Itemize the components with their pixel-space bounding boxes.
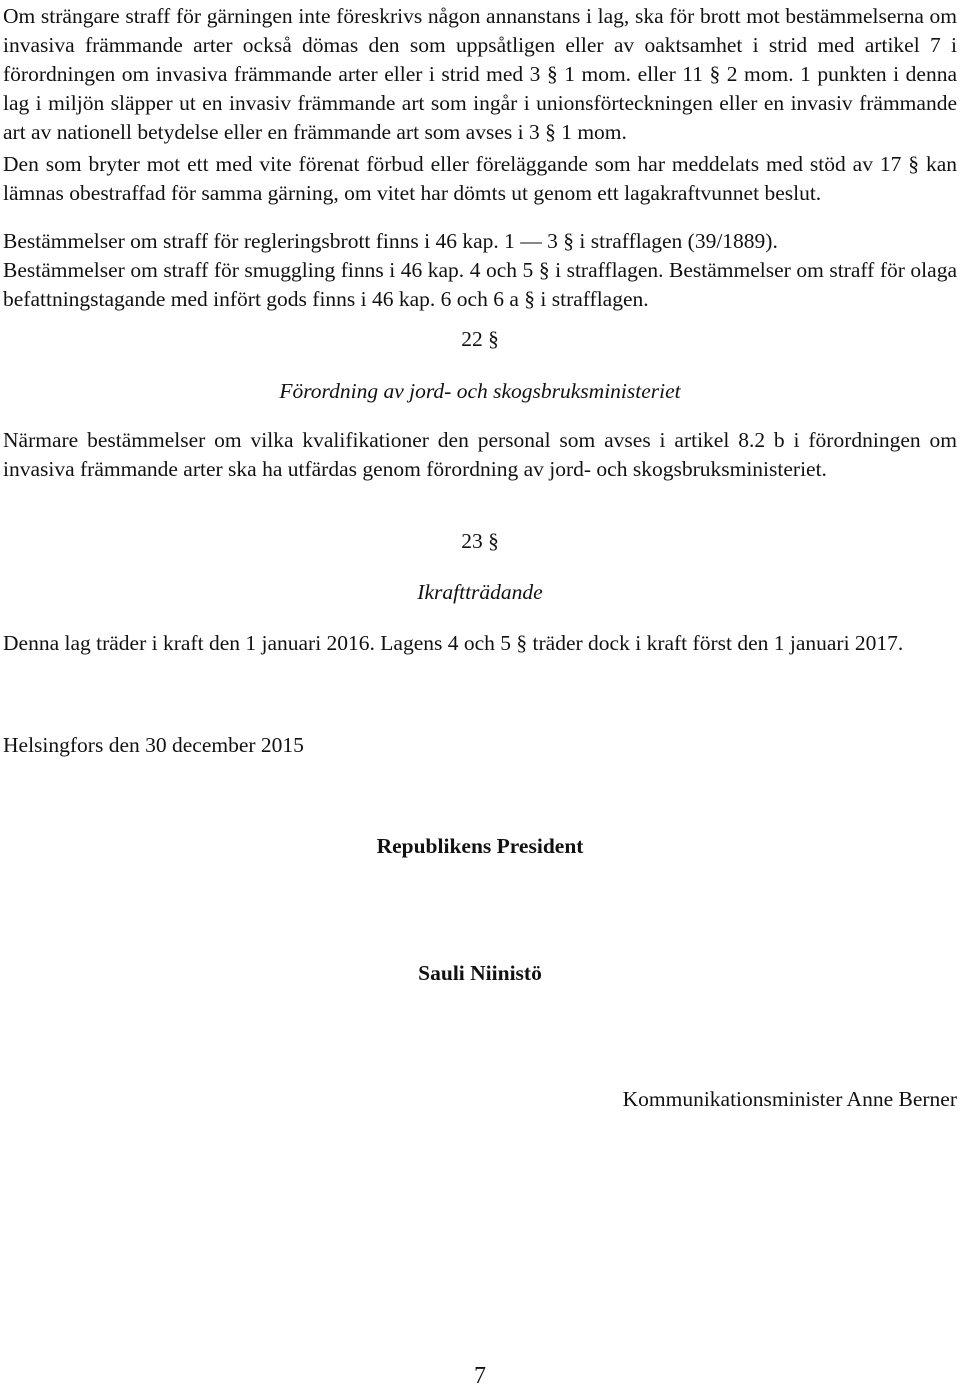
paragraph-smuggling: Bestämmelser om straff för smuggling finns i 46 kap. 4 och 5 § i strafflagen. Bestämmelser om straff för olaga befattningstagande med infört gods finns i 46 kap. 6 och 6 a § i strafflagen. — [3, 258, 957, 311]
paragraph-fine-exemption: Den som bryter mot ett med vite förenat förbud eller föreläggande som har meddelats med stöd av 17 § kan lämnas obestraffad för samma gärning, om vitet har dömts ut genom ett lagakraftvunnet beslut. — [3, 152, 957, 205]
section-23-title: Ikraftträdande — [417, 580, 543, 604]
section-23-number: 23 § — [461, 529, 499, 553]
paragraph-penalty-provisions: Om strängare straff för gärningen inte föreskrivs någon annanstans i lag, ska för brott mot bestämmelserna om invasiva främmande arter också dömas den som uppsåtligen eller av oaktsamhet i strid med artikel 7 i förordningen om invasiva främmande arter eller i strid med 3 § 1 mom. eller 11 § 2 mom. 1 punkten i denna lag i miljön släpper ut en invasiv främmande art som ingår i unionsförteckningen eller en invasiv främmande art av nationell betydelse eller en främmande art som avses i 3 § 1 mom. — [3, 4, 957, 144]
president-title: Republikens President — [376, 834, 584, 858]
section-22-title: Förordning av jord- och skogsbruksministeriet — [279, 379, 681, 403]
paragraph-regulation-offence: Bestämmelser om straff för regleringsbrott finns i 46 kap. 1 — 3 § i strafflagen (39/1889). — [3, 229, 778, 253]
section-22-number: 22 § — [461, 327, 499, 351]
president-name: Sauli Niinistö — [418, 961, 542, 985]
section-22-text: Närmare bestämmelser om vilka kvalifikationer den personal som avses i artikel 8.2 b i förordningen om invasiva främmande arter ska ha utfärdas genom förordning av jord- och skogsbruksministeriet. — [3, 428, 957, 481]
page-number: 7 — [474, 1363, 486, 1389]
document-page — [3, 0, 957, 1392]
place-and-date: Helsingfors den 30 december 2015 — [3, 733, 304, 757]
section-23-text: Denna lag träder i kraft den 1 januari 2016. Lagens 4 och 5 § träder dock i kraft först den 1 januari 2017. — [3, 631, 904, 655]
minister-signature: Kommunikationsminister Anne Berner — [622, 1087, 957, 1111]
